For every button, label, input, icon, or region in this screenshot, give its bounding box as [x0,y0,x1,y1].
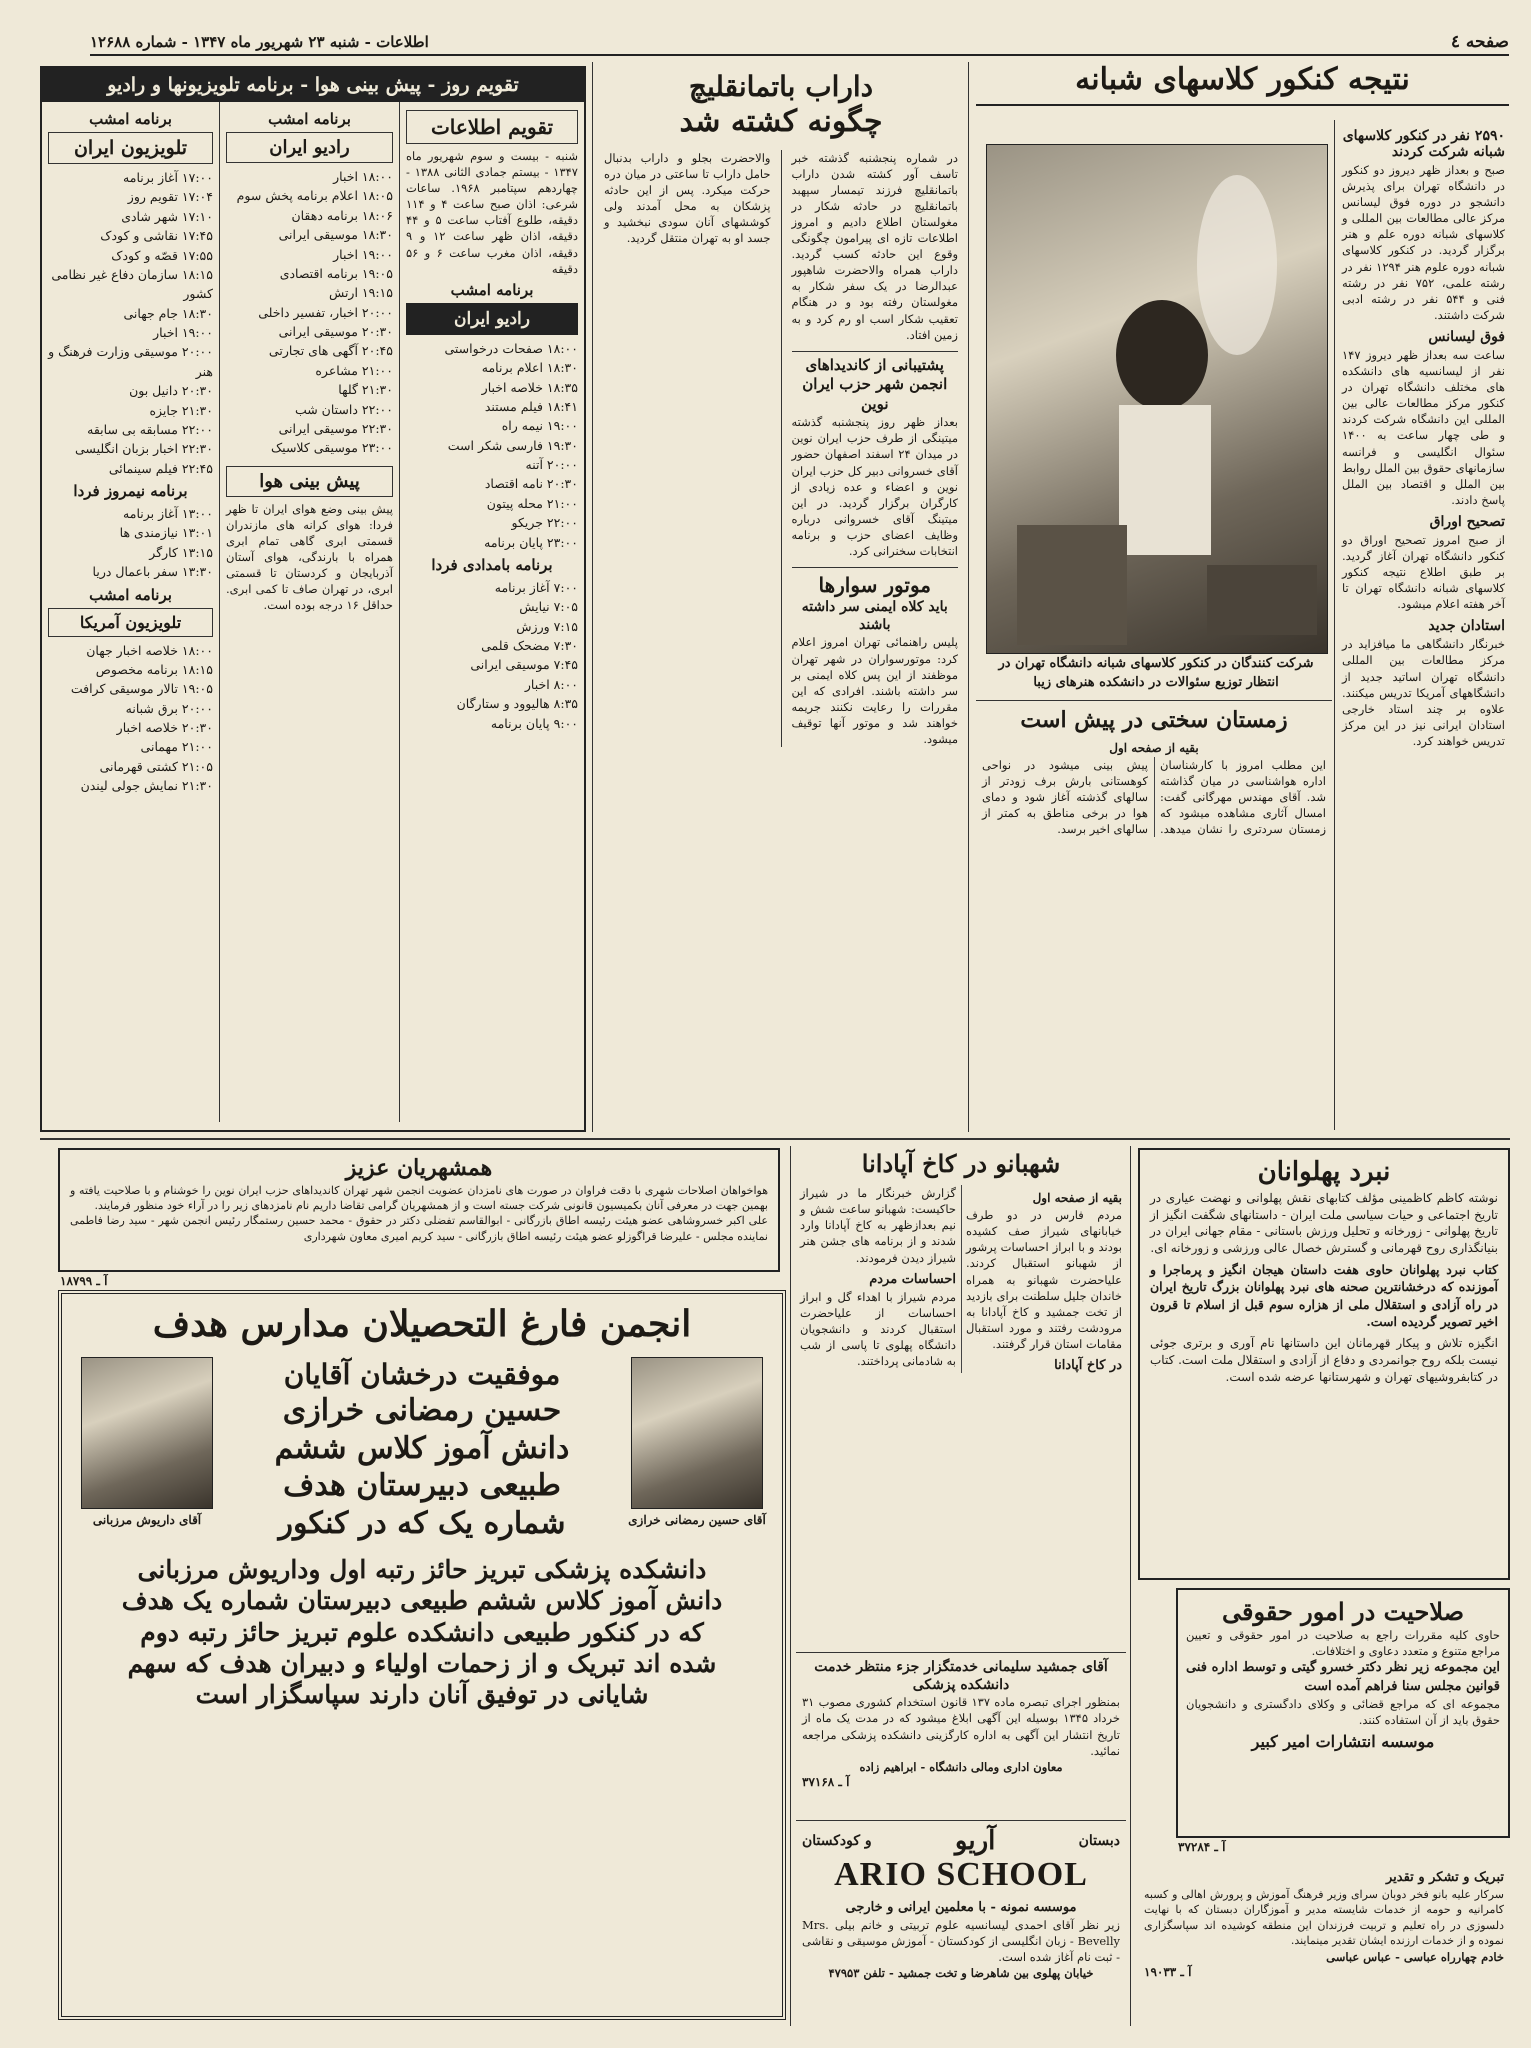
elections-title: پشتیبانی از کاندیداهای انجمن شهر حزب ایران نوین [802,355,948,413]
hadaf-line4: طبیعی دبیرستان هدف [283,1468,561,1503]
hadaf-line6: دانشکده پزشکی تبریز حائز رتبه اول وداریوش مرزبانی [137,1555,707,1584]
konkur-body3: از صبح امروز تصحیح اوراق دو کنکور دانشگاه تهران آغاز گردید. بر طبق اطلاع نتیجه کنکور کلاسهای شبانه دانشگاه تهران تا آخر هفته اعلام میشود. [1342,532,1505,612]
ario-name-fa: آریو [954,1826,996,1856]
tv-tonight-head: برنامه امشب [89,110,172,128]
tonight2-list [406,339,578,552]
list-item: ۱۹:۱۵ ارتش [329,285,393,301]
legal-ad [1176,1588,1510,1838]
legal-footer: آ ـ ۳۷۲۸۴ [1178,1840,1226,1854]
pahlevanan-ad [1138,1148,1510,1580]
list-item: ۱۹:۰۰ نیمه راه [501,418,578,434]
list-item: ۱۳:۰۱ نیازمندی ها [119,525,213,541]
list-item: ۷:۰۰ آغاز برنامه [494,579,578,595]
shahbanu-sub2: احساسات مردم [869,1271,956,1287]
konkur-body2: ساعت سه بعداز ظهر دیروز ۱۴۷ نفر از لیسانسیه های دانشکده های مختلف دانشگاه تهران در کنکور مرکز مطالعات عالی بین المللی این دانشگاه شرکت کردند و طی چهار ساعت به ۱۴۰۰ سئوال انگلیسی و فرانسه سازمانهای حقوق بین الملل روابط بین الملل و اقتصاد بین الملل پاسخ دادند. [1342,347,1505,507]
darab-body2: والاحضرت بجلو و داراب بدنبال حامل داراب تا ساعتی در میان دره حرکت میکرد. پس از این حادثه پزشکان به محل آمدند ولی کوششهای آنان سودی نبخشید و جسد او به تهران منتقل گردید. [604,150,771,246]
list-item: ۱۹:۰۰ اخبار [333,246,393,262]
list-item: ۱۳:۳۰ سفر باعمال دریا [92,564,213,580]
list-item: ۲۰:۳۰ خلاصه اخبار [116,720,213,735]
list-item: ۲۱:۰۰ مهمانی [140,739,213,755]
hamshahri-title: همشهریان عزیز [345,1155,493,1181]
ario-right-label: و کودکستان [802,1833,872,1849]
masthead: اطلاعات - شنبه ۲۳ شهریور ماه ۱۳۴۷ - شماره ۱۲۶۸۸ [90,33,429,51]
tv-radio-banner: تقویم روز - پیش بینی هوا - برنامه تلویزیونها و رادیو [42,68,584,102]
list-item: ۲۱:۰۰ محله پیتون [486,495,578,511]
list-item: ۱۹:۰۰ اخبار [153,325,213,340]
pahlevanan-body: نوشته کاظم کاظمینی مؤلف کتابهای نقش پهلوانی و نهضت عیاری در تاریخ اجتماعی و حیات سیاسی ملت ایران - داستانهای شگفت انگیز از تاریخ پهلوانی - زورخانه و تحلیل ورزش باستانی - مقام جهانی ایران در بنیانگذاری روح قهرمانی و گسترش خصال عالی ورزشی و زورخانه ای. [1150,1190,1498,1256]
list-item: ۱۷:۱۰ شهر شادی [121,208,213,224]
tabrik-footer: آ ـ ۱۹۰۳۳ [1144,1964,1192,1979]
winter-title: زمستان سختی در پیش است [1020,707,1288,733]
calendar-body: شنبه - بیست و سوم شهریور ماه ۱۳۴۷ - بیستم جمادی الثانی ۱۳۸۸ - چهاردهم سپتامبر ۱۹۶۸. ساعات شرعی: اذان صبح ساعت ۴ و ۱۱۴ دقیقه، طلوع آفتاب ساعت ۵ و ۴۴ دقیقه، اذان ظهر ساعت ۱۲ و ۹ دقیقه، اذان مغرب ساعت ۶ و ۵۶ دقیقه [406,149,578,276]
list-item: ۲۱:۰۰ مشاعره [315,362,393,378]
list-item: ۱۸:۰۶ برنامه دهقان [291,207,393,223]
tv-col-calendar [399,102,584,1122]
column-rule [1334,120,1335,1130]
list-item: ۸:۰۰ اخبار [524,676,578,692]
hadaf-line7: دانش آموز کلاس ششم طبیعی دبیرستان شماره یک هدف [121,1586,723,1616]
radio-tonight-head: برنامه امشب [268,110,351,128]
notice-article [796,1656,1126,1816]
radio-logo: رادیو ایران [406,303,578,335]
list-item: ۲۰:۰۰ اخبار، تفسیر داخلی [258,304,393,320]
tabrik-sign: خادم چهارراه عباسی - عباس عباسی [1326,1949,1504,1964]
list-item: ۷:۴۵ موسیقی ایرانی [470,657,578,673]
list-item: ۷:۳۰ مضحک قلمی [481,638,578,653]
list-item: ۱۸:۰۰ خلاصه اخبار جهان [86,642,213,658]
ario-title-row [802,1826,1120,1856]
darab-columns [604,150,958,748]
konkur-body1: صبح و بعداز ظهر دیروز دو کنکور در دانشگاه تهران برای پذیرش دانشجو در دوره فوق لیسانس مرکز عالی مطالعات بین المللی و کلاسهای شبانه دوره علم و هنر برگزار گردید. در کنکور کلاسهای شبانه دوره علوم هنر ۱۲۹۴ نفر در رشته علمی، ۷۵۲ نفر در رشته فنی و ۵۴۴ نفر در رشته ادبی شرکت داشتند. [1342,163,1506,322]
tv2-label: تلویزیون آمریکا [48,608,213,637]
hadaf-photo-right-wrap [622,1357,772,1542]
tv-label: تلویزیون ایران [48,132,213,164]
weather-body: پیش بینی وضع هوای ایران تا ظهر فردا: هوای کرانه های مازندران قسمتی ابری گاهی تمام ابری همراه با بارندگی، هوای آستان آذربایجان و کردستان تا قسمتی ابری، در تهران صاف تا کمی ابری. حداقل ۱۶ درجه بوده است. [226,501,393,613]
column-rule [1130,1146,1131,2026]
konkur-title: نتیجه کنکور کلاسهای شبانه [976,62,1509,106]
list-item: ۲۰:۰۰ موسیقی وزارت فرهنگ و هنر [48,344,213,379]
legal-body2: مجموعه ای که مراجع قضائی و وکلای دادگستری و دانشجویان حقوق باید از آن استفاده کنند. [1186,1696,1500,1727]
calendar-head: تقویم اطلاعات [406,110,578,144]
pahlevanan-title: نبرد پهلوانان [1257,1157,1391,1187]
darab-body: در شماره پنجشنبه گذشته خبر تاسف آور کشته شدن داراب باتمانقلیچ فرزند تیمسار سپهبد باتمانقلیچ در حادثه شکار در مغولستان اطلاع دادیم و امروز اطلاعات تازه ای پیرامون چگونگی وقوع این حادثه کسب گردید. داراب همراه والاحضرت شاهپور عبدالرضا در یک سفر شکار به مغولستان رفته بود و در هنگام تعقیب شکار اسب او رم کرد و به زمین افتاد. [791,150,958,342]
list-item: ۱۸:۱۵ سازمان دفاع غیر نظامی کشور [51,266,213,302]
notice-title: آقای جمشید سلیمانی خدمتگزار جزء منتظر خدمت دانشکده پزشکی [814,1659,1108,1694]
hadaf-title: انجمن فارغ التحصیلان مدارس هدف [152,1303,692,1345]
tonight2-head: برنامه امشب [450,280,534,299]
konkur-sub3: استادان جدید [1428,618,1505,635]
hadaf-photo-left-wrap [72,1357,222,1542]
konkur-photo-figures [987,145,1327,653]
pahlevanan-body2: انگیزه تلاش و پیکار قهرمانان این داستانها نام آوری و برتری جوئی نیست بلکه روح جوانمردی و دفاع از آزادی و استقلال ملت است. کتاب در کتابفروشیهای تهران و شهرستانها عرضه شده است. [1150,1335,1498,1384]
list-item: ۱۷:۰۴ تقویم روز [127,189,213,205]
list-item: ۱۹:۰۵ برنامه اقتصادی [279,265,393,281]
list-item: ۸:۳۵ هالیوود و ستارگان [456,696,578,712]
list-item: ۱۹:۳۰ فارسی شکر است [447,437,578,453]
shahbanu-columns [800,1185,1122,1373]
hadaf-photo-left [81,1357,213,1509]
konkur-sub1: فوق لیسانس [1428,328,1505,345]
rule [796,1820,1126,1821]
hadaf-caption-right: آقای حسین رمضانی خرازی [628,1513,766,1527]
shahbanu-body: مردم فارس در دو طرف خیابانهای شیراز صف کشیده بودند و با ابراز احساسات پرشور از شهبانو استقبال کردند. علیاحضرت شهبانو به همراه خاندان جلیل سلطنت برای بازدید از تخت جمشید و کاخ آپادانا به مرودشت رفتند و مورد استقبال مقامات استان قرار گرفتند. [966,1208,1122,1351]
hamshahri-body: هواخواهان اصلاحات شهری با دقت فراوان در صورت های نامزدان عضویت انجمن شهر تهران کاندیداهای حزب ایران نوین را خوشنام و با صلاحیت یافته و بهمین جهت در معرفی آنان بکمیسیون قانونی شرکت جسته است و از همشهریان گرامی تقاضا داریم نام نامزدهای زیر را در آراء خود منظور فرمایند. [70,1183,768,1212]
list-item: ۱۷:۰۰ آغاز برنامه [123,170,213,185]
list-item: ۹:۰۰ پایان برنامه [490,715,578,731]
elections-body: بعداز ظهر روز پنجشنبه گذشته میتینگی از طرف حزب ایران نوین در میدان ۲۴ اسفند اصفهان حضور آقای خسروانی دبیر کل حزب ایران نوین و اعضاء و عده زیادی از کارگران برگزار گردید. در این میتینگ آقای خسروانی درباره وظایف اعضای حزب و برنامه انتخابات سخنرانی کرد. [791,415,958,558]
list-item: ۲۰:۳۰ دانیل بون [129,383,213,399]
radio-list [226,167,393,458]
winter-body: این مطلب امروز با کارشناسان اداره هواشناسی در میان گذاشته شد. آقای مهندس مهرگانی گفت: امسال آثاری مشاهده میشود که زمستان سردتری را نشان میدهد. پیش بینی میشود در نواحی کوهستانی بارش برف زودتر از سالهای گذشته آغاز شود و دمای هوا در برخی مناطق به کمتر از سالهای اخیر برسد. [982,757,1326,836]
tv-col-radio [219,102,399,1122]
tomorrow-list [406,578,578,733]
tv-radio-box [40,66,586,1132]
tv-col-tv [42,102,219,1122]
notice-footer: آ ـ ۳۷۱۶۸ [802,1774,850,1789]
list-item: ۲۳:۰۰ پایان برنامه [484,534,578,550]
rule [796,1652,1126,1653]
list-item: ۷:۱۵ ورزش [516,618,578,634]
hadaf-photo-right [631,1357,763,1509]
ario-address: خیابان پهلوی بین شاهرضا و تخت جمشید - تلفن ۴۷۹۵۳ [828,1966,1094,1981]
page-number: صفحه ٤ [1450,32,1509,52]
hadaf-top-row [72,1357,772,1542]
konkur-body4: خبرنگار دانشگاهی ما میافزاید در مرکز مطالعات بین المللی دانشگاه تهران اساتید جدید از دانشگاههای آمریکا تدریس میکنند. علاوه بر چند استاد خارجی استادان ایرانی نیز در این مرکز تدریس خواهند کرد. [1342,637,1505,748]
list-item: ۷:۰۵ نیایش [519,599,578,615]
hamshahri-footer: آ ـ ۱۸۷۹۹ [60,1274,108,1288]
list-item: ۲۲:۰۰ مسابقه بی سابقه [87,421,213,437]
list-item: ۲۰:۴۵ آگهی های تجارتی [268,343,393,359]
list-item: ۲۱:۳۰ نمایش جولی لیندن [80,778,213,794]
tabrik-title: تبریک و تشکر و تقدیر [1385,1870,1504,1885]
list-item: ۲۰:۰۰ آتنه [525,457,578,472]
list-item: ۲۱:۳۰ گلها [338,382,393,398]
tomorrow-morning-head: برنامه بامدادی فردا [431,555,553,574]
hadaf-line8: که در کنکور طبیعی دانشکده علوم تبریز حائز رتبه دوم [140,1617,704,1647]
winter-article [976,706,1332,1130]
shahbanu-body2: گزارش خبرنگار ما در شیراز حاکیست: شهبانو ساعت شش و نیم بعدازظهر به کاخ آپادانا وارد شدند و از برنامه های جشن هنر شیراز دیدن فرمودند. [800,1186,956,1265]
ario-ad [796,1824,1126,2024]
list-item: ۲۲:۰۰ داستان شب [294,401,393,417]
shahbanu-body3: مردم شیراز با اهداء گل و ابراز احساسات از علیاحضرت استقبال کردند و دانشجویان دانشگاه پهلوی تا پاسی از شب به شادمانی پرداختند. [800,1289,956,1369]
ario-name-en: ARIO SCHOOL [834,1856,1088,1893]
notice-body: بمنظور اجرای تبصره ماده ۱۳۷ قانون استخدام کشوری مصوب ۳۱ خرداد ۱۳۴۵ بوسیله این آگهی ابلاغ میشود که در مدت یک ماه از تاریخ انتشار این آگهی به اداره کارگزینی دانشکده پزشکی مراجعه نمائید. [802,1695,1120,1758]
tv-columns [42,102,584,1122]
hadaf-center-lines [222,1357,622,1542]
hadaf-caption-left: آقای داریوش مرزبانی [92,1513,202,1527]
darab-col-left [604,150,771,748]
list-item: ۱۸:۳۰ جام جهانی [123,305,213,321]
section-rule [40,1138,1510,1140]
list-item: ۱۳:۰۰ آغاز برنامه [123,506,213,521]
shahbanu-cont: بقیه از صفحه اول [1032,1191,1122,1206]
tabrik-article [1138,1862,1510,2022]
list-item: ۱۸:۰۰ صفحات درخواستی [444,340,578,356]
list-item: ۲۱:۳۰ جایزه [149,402,213,418]
tv-tomorrow-head: برنامه نیمروز فردا [73,482,188,500]
list-item: ۱۸:۳۰ موسیقی ایرانی [278,227,393,243]
list-item: ۱۸:۱۵ برنامه مخصوص [95,661,213,677]
shahbanu-sub1: در کاخ آپادانا [1054,1358,1122,1374]
legal-publisher: موسسه انتشارات امیر کبیر [1251,1731,1435,1751]
hadaf-line3: دانش آموز کلاس ششم [274,1430,570,1466]
column-rule [790,1146,791,2026]
pahlevanan-bold: کتاب نبرد پهلوانان حاوی هفت داستان هیجان انگیز و پرماجرا و آموزنده که درخشانترین صحنه های نبرد پهلوانان بزرگ تاریخ ایران در راه آزادی و استقلال ملی از هزاره سوم قبل از اسلام تا قرون اخیر تصویر گردیده است. [1150,1261,1498,1330]
list-item: ۲۲:۴۵ فیلم سینمائی [108,460,213,476]
list-item: ۱۷:۵۵ قصّه و کودک [111,247,213,263]
hadaf-ad [58,1290,786,2020]
darab-title1: داراب باتمانقلیچ [688,70,874,103]
konkur-photo-caption: شرکت کنندگان در کنکور کلاسهای شبانه دانشگاه تهران در انتظار توزیع سئوالات در دانشکده هنرهای زیبا [998,656,1314,690]
shahbanu-article [796,1148,1126,1648]
list-item: ۱۸:۳۵ خلاصه اخبار [481,379,578,395]
list-item: ۱۳:۱۵ کارگر [149,544,213,560]
winter-cont: بقیه از صفحه اول [1109,740,1199,755]
tv2-tonight-head: برنامه امشب [89,585,172,604]
legal-body: حاوی کلیه مقررات راجع به صلاحیت در امور حقوقی و تعیین مراجع متنوع و متعدد دعاوی و اختلافات. [1186,1628,1500,1659]
ario-body: زیر نظر آقای احمدی لیسانسیه علوم تربیتی و خانم بیلی Mrs. Bevelly - زبان انگلیسی از کودکستان - آموزش موسیقی و نقاشی - ثبت نام آغاز شده است. [802,1918,1120,1965]
hadaf-line1: موفقیت درخشان آقایان [283,1358,561,1391]
hamshahri-names: علی اکبر خسروشاهی عضو هیئت رئیسه اطاق بازرگانی - ابوالقاسم تفضلی دکتر در حقوق - محمد حسین رستمگار رئیس انجمن شهر - سید رضا فاطمی نماینده مجلس - علیرضا قراگوزلو عضو هیئت رئیسه اطاق بازرگانی - سید کریم امیری معاون شهرداری [70,1214,768,1243]
shahbanu-title: شهبانو در کاخ آپادانا [861,1149,1061,1178]
list-item: ۱۸:۰۵ اعلام برنامه پخش سوم [236,188,393,204]
motor-sub: باید کلاه ایمنی سر داشته باشند [801,599,948,634]
hadaf-line10: شایانی در توفیق آنان دارند سپاسگزار است [195,1680,649,1709]
column-rule [968,62,969,1132]
hadaf-line9: شده اند تبریک و از زحمات اولیاء و دبیران هدف که سهم [127,1648,717,1678]
list-item: ۲۲:۳۰ اخبار بزبان انگلیسی [75,441,213,457]
page-header [90,30,1509,56]
list-item: ۲۲:۰۰ جریکو [511,515,578,531]
list-item: ۱۸:۴۱ فیلم مستند [484,398,578,414]
konkur-sub2: تصحیح اوراق [1429,513,1505,530]
list-item: ۱۹:۰۵ تالار موسیقی کرافت [70,681,213,697]
ario-sub: موسسه نمونه - با معلمین ایرانی و خارجی [845,1900,1077,1915]
motor-body: پلیس راهنمائی تهران امروز اعلام کرد: موتورسواران در شهر تهران موظفند از این پس کلاه ایمنی بر سر داشته باشند. افرادی که این مقررات را رعایت نکنند جریمه خواهند شد و موتور آنها توقیف میشود. [791,635,958,746]
rule [976,700,1332,701]
konkur-lead: ۲۵۹۰ نفر در کنکور کلاسهای شبانه شرکت کردند [1342,128,1505,160]
darab-article [600,70,962,1130]
konkur-text-column [1338,120,1509,1130]
darab-title2: چگونه کشته شد [679,103,883,139]
motor-title: موتور سوارها [818,573,931,598]
list-item: ۲۳:۰۰ موسیقی کلاسیک [270,440,393,456]
hadaf-line2: حسین رمضانی خرازی [282,1393,562,1428]
list-item: ۲۱:۰۵ کشتی قهرمانی [99,758,213,774]
list-item: ۱۷:۴۵ نقاشی و کودک [100,228,213,244]
list-item: ۲۰:۳۰ موسیقی ایرانی [278,324,393,339]
tv-list [48,168,213,478]
darab-col-right [792,150,959,748]
tabrik-body: سرکار علیه بانو فخر دوبان سرای وزیر فرهنگ آموزش و پرورش اهالی و کسبه کامرانیه و حومه از خدمات شایسته مدیر و آموزگاران دبستان که با نهایت دلسوزی در راه تعلیم و تربیت فرزندان این منطقه کوشیده اند سپاسگزاری نموده و از خدمات ارزنده ایشان تقدیر مینمایند. [1144,1888,1504,1948]
notice-sign: معاون اداری ومالی دانشگاه - ابراهیم زاده [859,1759,1063,1774]
tv2-list [48,641,213,796]
ario-left-label: دبستان [1078,1833,1120,1849]
list-item: ۲۰:۰۰ برق شبانه [125,700,213,716]
radio-label: رادیو ایران [226,132,393,163]
legal-title: صلاحیت در امور حقوقی [1221,1597,1465,1626]
legal-bold: این مجموعه زیر نظر دکتر خسرو گیتی و توسط اداره فنی قوانین مجلس سنا فراهم آمده است [1186,1660,1500,1694]
tv-tomorrow-list [48,504,213,582]
hamshahri-ad [58,1148,780,1272]
konkur-photo [986,144,1328,654]
hadaf-line5: شماره یک که در کنکور [278,1505,566,1541]
list-item: ۱۸:۰۰ اخبار [333,169,393,184]
weather-label: پیش بینی هوا [226,466,393,497]
list-item: ۲۲:۳۰ موسیقی ایرانی [278,420,393,436]
list-item: ۱۸:۳۰ اعلام برنامه [481,360,578,376]
column-rule [592,62,593,1132]
list-item: ۲۰:۳۰ نامه اقتصاد [484,476,578,492]
